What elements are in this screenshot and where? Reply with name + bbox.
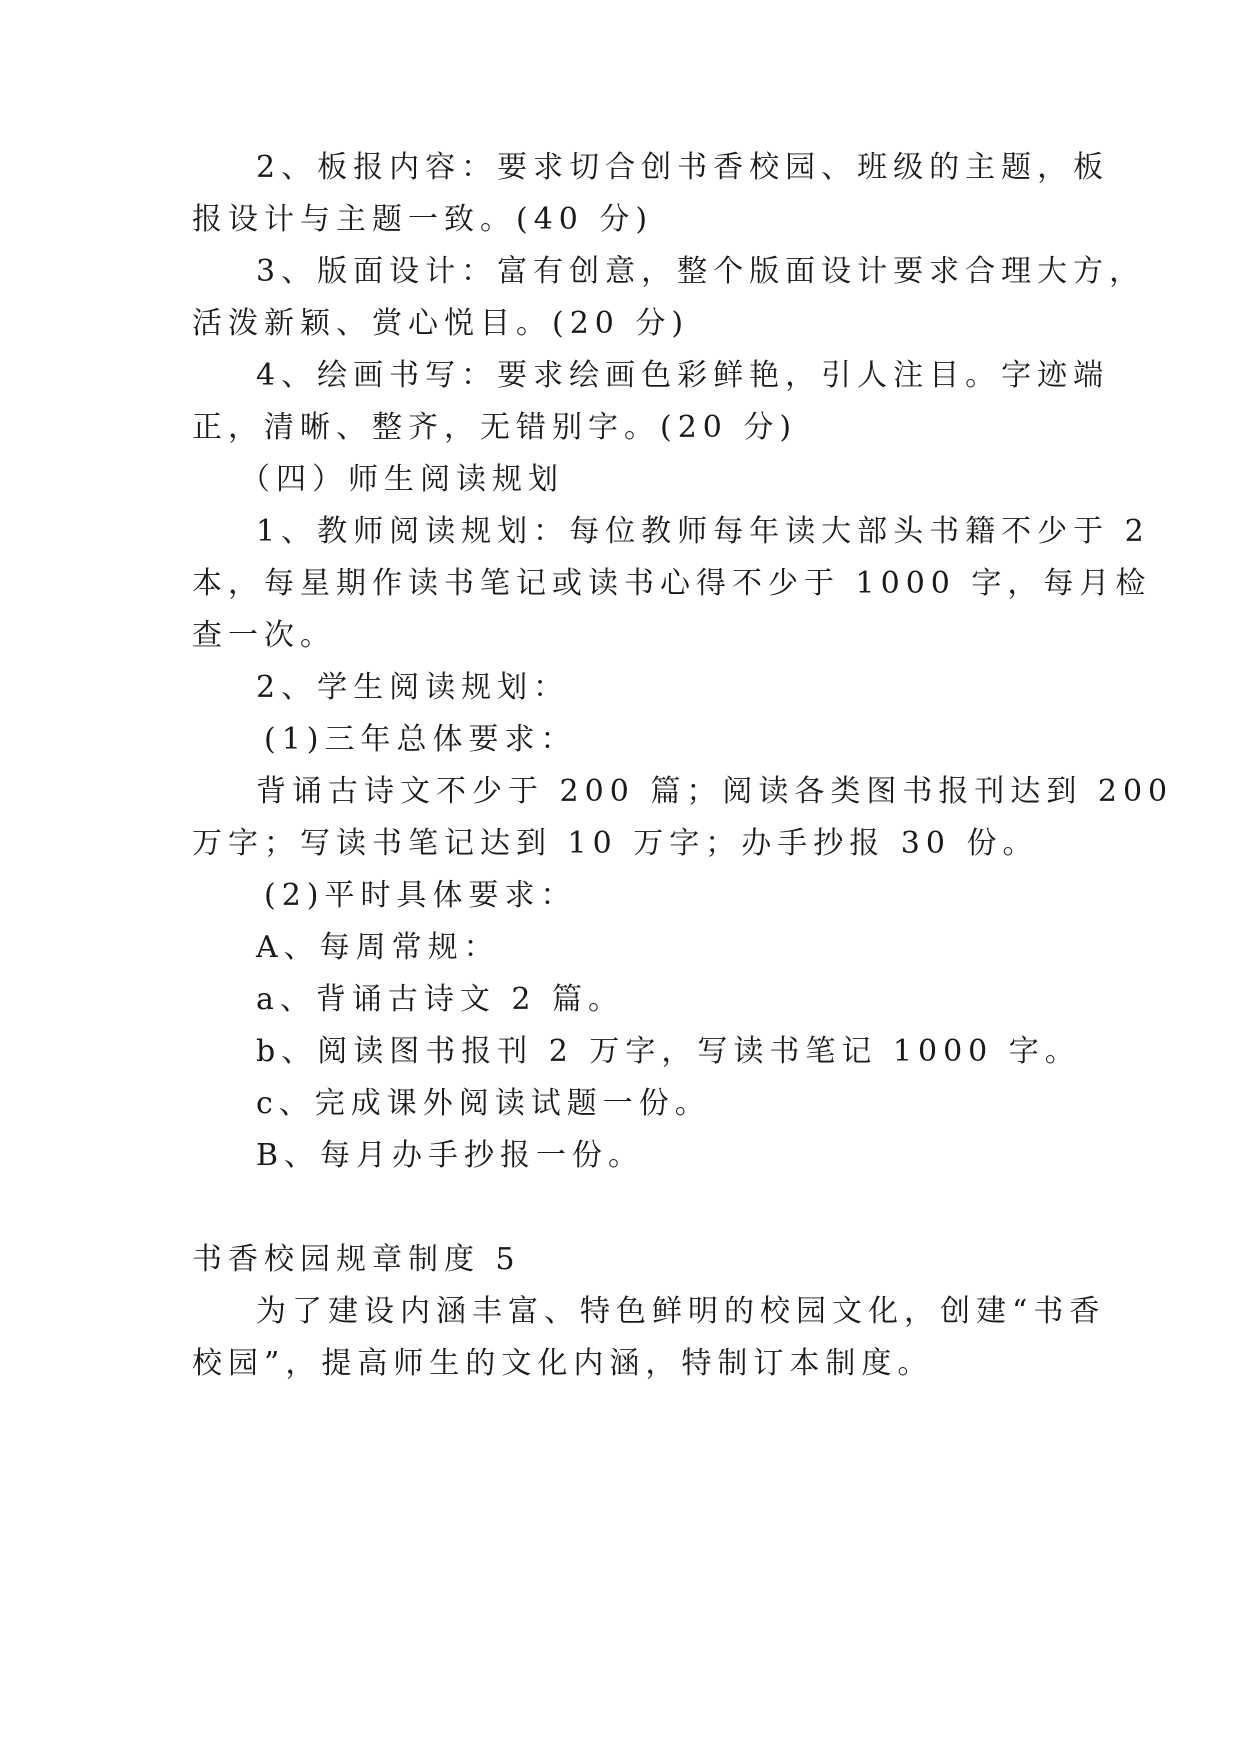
paragraph-line: (2)平时具体要求： [264, 878, 577, 913]
paragraph-line: 查一次。 [192, 618, 336, 653]
paragraph-line: 本，每星期作读书笔记或读书心得不少于 1000 字，每月检 [192, 566, 1152, 601]
paragraph-line: 活泼新颖、赏心悦目。(20 分) [192, 306, 690, 341]
paragraph-line: 正，清晰、整齐，无错别字。(20 分) [192, 410, 798, 445]
paragraph-line: 1、教师阅读规划：每位教师每年读大部头书籍不少于 2 [256, 514, 1150, 549]
paragraph-line: a、背诵古诗文 2 篇。 [256, 982, 625, 1017]
paragraph-line: 万字；写读书笔记达到 10 万字；办手抄报 30 份。 [192, 826, 1039, 861]
paragraph-line: A、每周常规： [256, 930, 500, 965]
paragraph-line: 报设计与主题一致。(40 分) [192, 202, 654, 237]
paragraph-line: (1)三年总体要求： [264, 722, 577, 757]
paragraph-line: B、每月办手抄报一份。 [256, 1138, 645, 1173]
paragraph-line: 4、绘画书写：要求绘画色彩鲜艳，引人注目。字迹端 [256, 358, 1110, 393]
paragraph-line: 为了建设内涵丰富、特色鲜明的校园文化，创建“书香 [256, 1294, 1106, 1329]
paragraph-line: b、阅读图书报刊 2 万字，写读书笔记 1000 字。 [256, 1034, 1081, 1069]
paragraph-line: 背诵古诗文不少于 200 篇；阅读各类图书报刊达到 200 [256, 774, 1174, 809]
paragraph-line: c、完成课外阅读试题一份。 [256, 1086, 711, 1121]
document-title: 书香校园规章制度 5 [192, 1242, 521, 1277]
paragraph-line: 2、学生阅读规划： [256, 670, 570, 705]
paragraph-line: 3、版面设计：富有创意，整个版面设计要求合理大方， [256, 254, 1146, 289]
section-heading: （四）师生阅读规划 [240, 462, 564, 497]
paragraph-line: 校园”，提高师生的文化内涵，特制订本制度。 [192, 1346, 934, 1381]
paragraph-line: 2、板报内容：要求切合创书香校园、班级的主题，板 [256, 150, 1110, 185]
